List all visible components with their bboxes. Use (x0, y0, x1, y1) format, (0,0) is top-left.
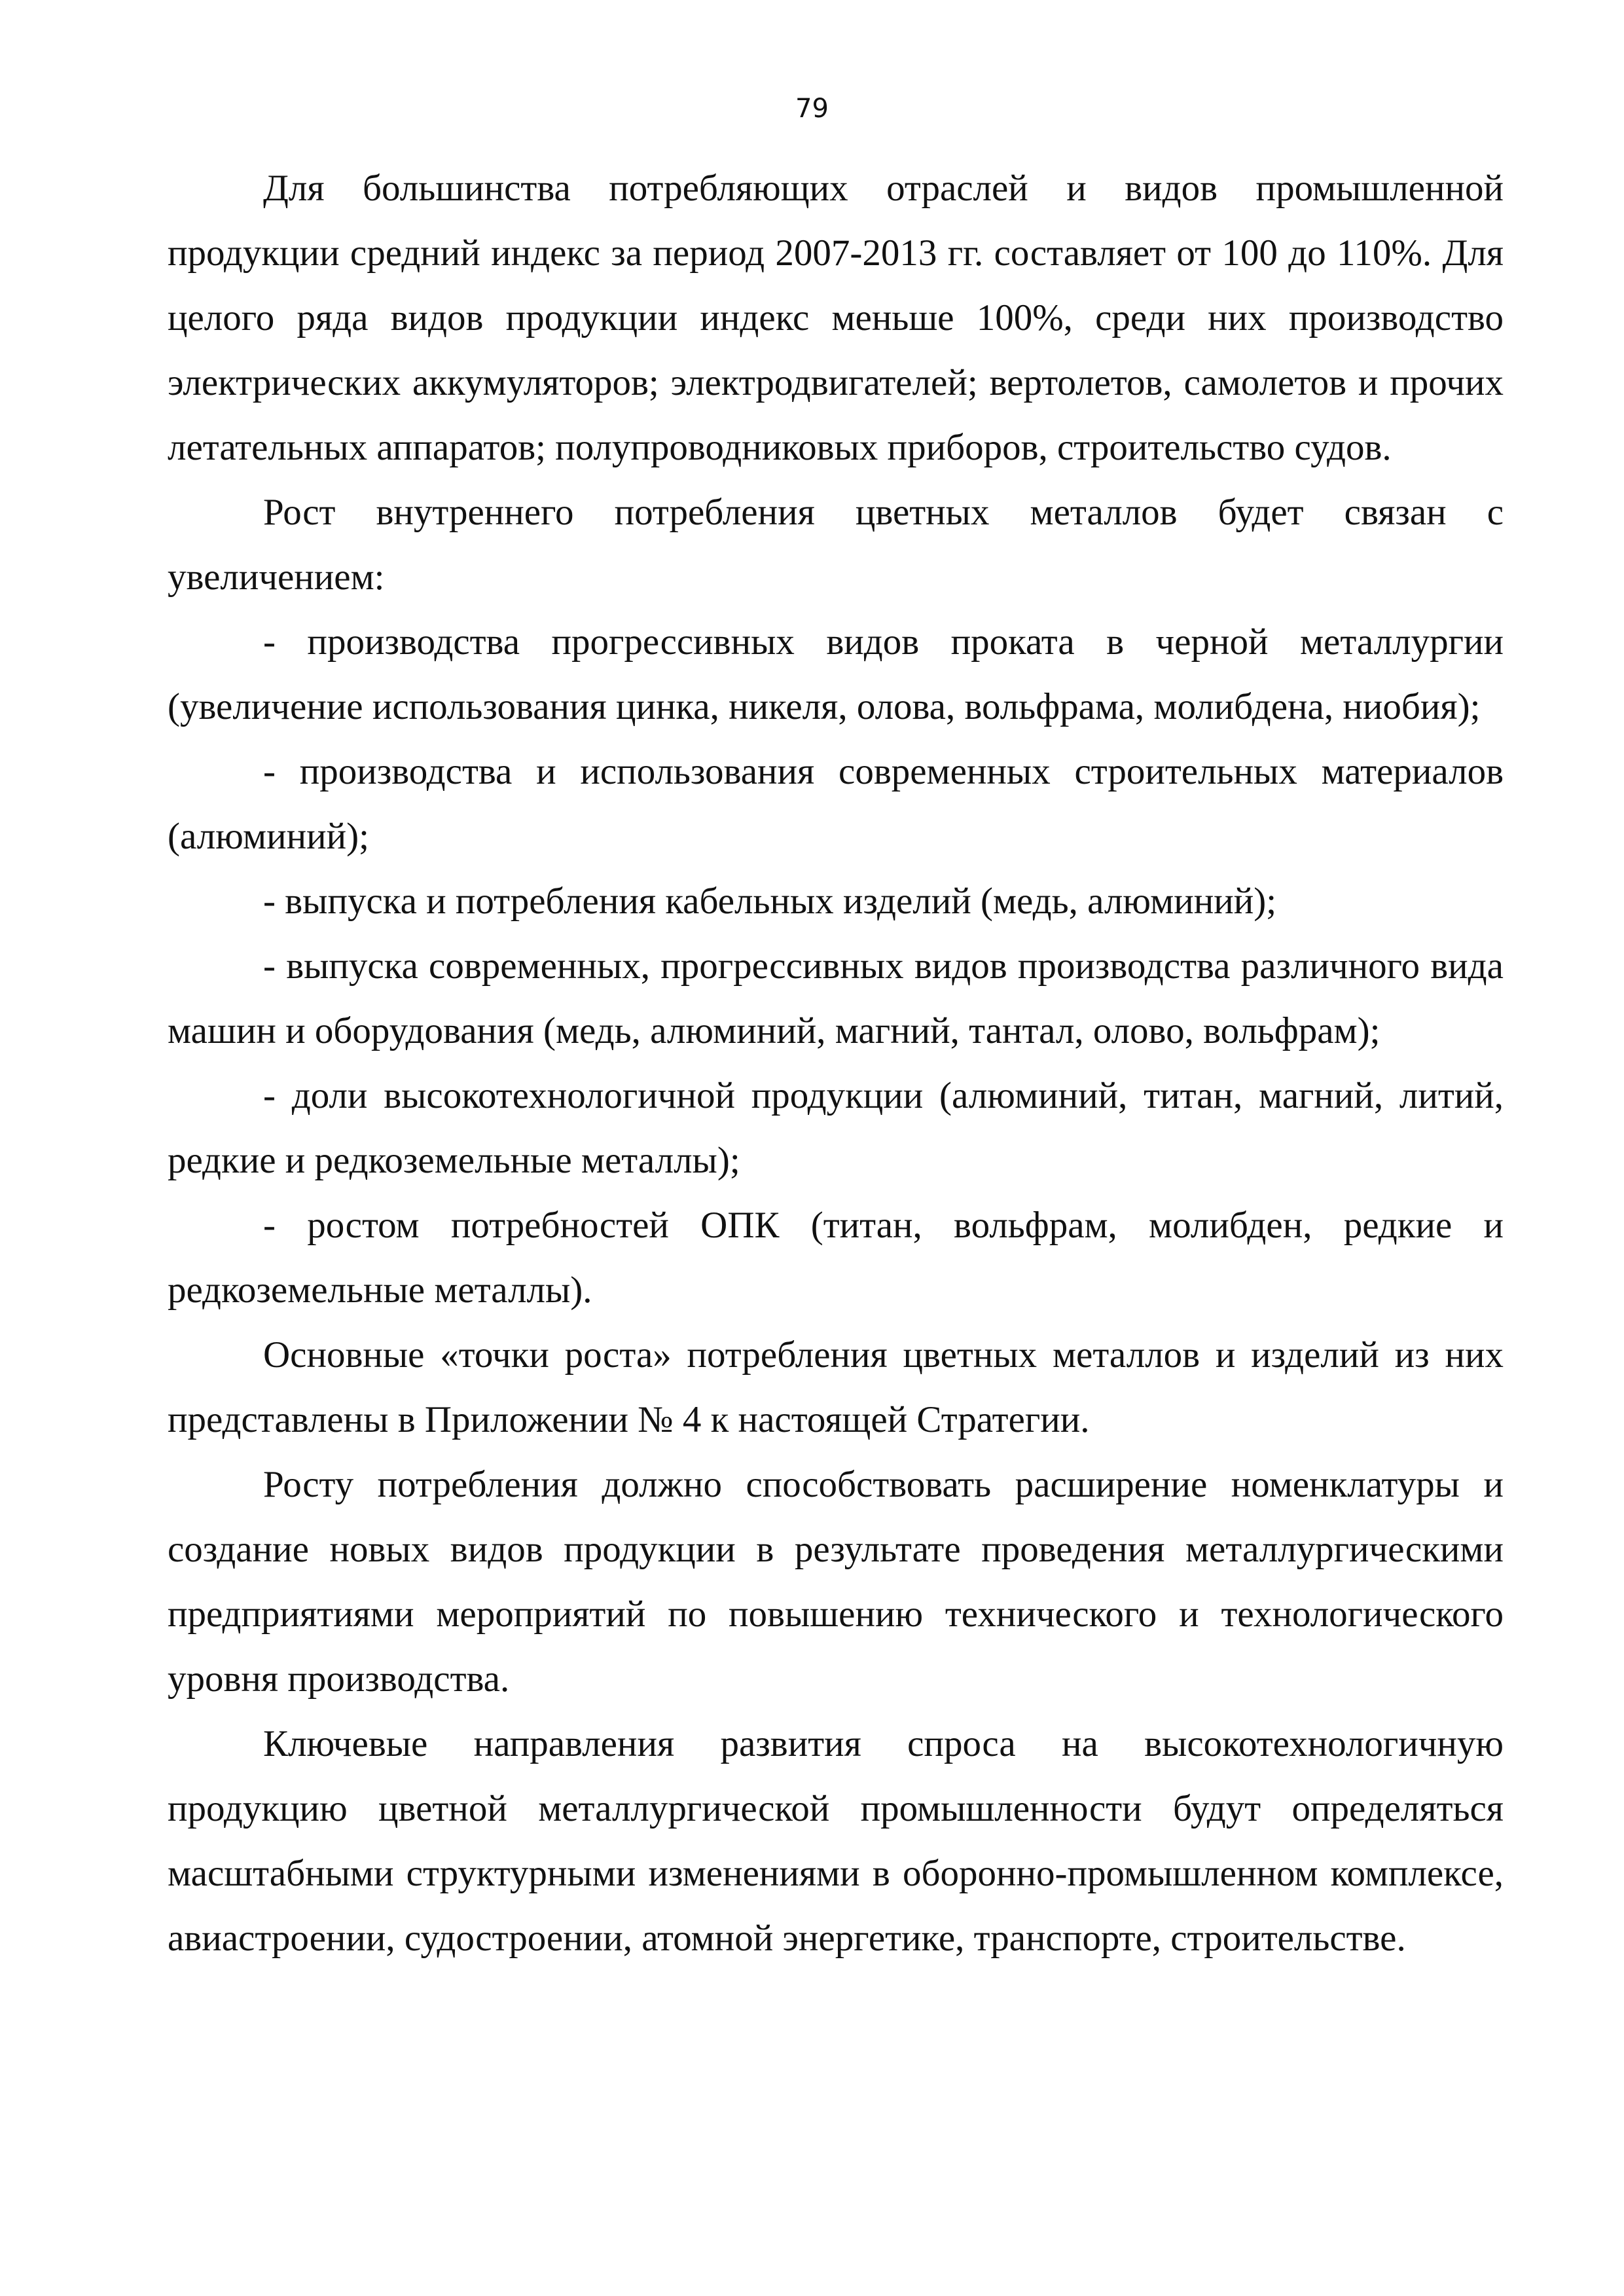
paragraph-growth-intro: Рост внутреннего потребления цветных металлов будет связан с увеличением: (168, 492, 1504, 598)
list-item-high-tech: - доли высокотехнологичной продукции (алюминий, титан, магний, литий, редкие и редкоземельные металлы); (168, 1075, 1504, 1181)
paragraph-growth-points: Основные «точки роста» потребления цветных металлов и изделий из них представлены в Приложении № 4 к настоящей Стратегии. (168, 1334, 1504, 1440)
paragraph-key-directions: Ключевые направления развития спроса на высокотехнологичную продукцию цветной металлургической промышленности будут определяться масштабными структурными изменениями в оборонно-промышленном комплексе, авиастроении, судостроении, атомной энергетике, транспорте, строительстве. (168, 1723, 1504, 1959)
paragraph-consumption-index: Для большинства потребляющих отраслей и видов промышленной продукции средний индекс за период 2007-2013 гг. составляет от 100 до 110%. Для целого ряда видов продукции индекс меньше 100%, среди них производство электрических аккумуляторов; электродвигателей; вертолетов, самолетов и прочих летательных аппаратов; полупроводниковых приборов, строительство судов. (168, 168, 1504, 468)
document-body (168, 156, 1504, 1971)
list-item-defense: - ростом потребностей ОПК (титан, вольфрам, молибден, редкие и редкоземельные металлы). (168, 1205, 1504, 1311)
list-item-cable-products: - выпуска и потребления кабельных изделий (медь, алюминий); (263, 881, 1277, 922)
list-item-building-materials: - производства и использования современных строительных материалов (алюминий); (168, 751, 1504, 857)
page-number: 79 (795, 94, 829, 124)
list-item-rolled-products: - производства прогрессивных видов проката в черной металлургии (увеличение использования цинка, никеля, олова, вольфрама, молибдена, ниобия); (168, 621, 1504, 727)
list-item-machinery: - выпуска современных, прогрессивных видов производства различного вида машин и оборудования (медь, алюминий, магний, тантал, олово, вольфрам); (168, 945, 1504, 1051)
paragraph-nomenclature: Росту потребления должно способствовать расширение номенклатуры и создание новых видов продукции в результате проведения металлургическими предприятиями мероприятий по повышению технического и технологического уровня производства. (168, 1464, 1504, 1700)
